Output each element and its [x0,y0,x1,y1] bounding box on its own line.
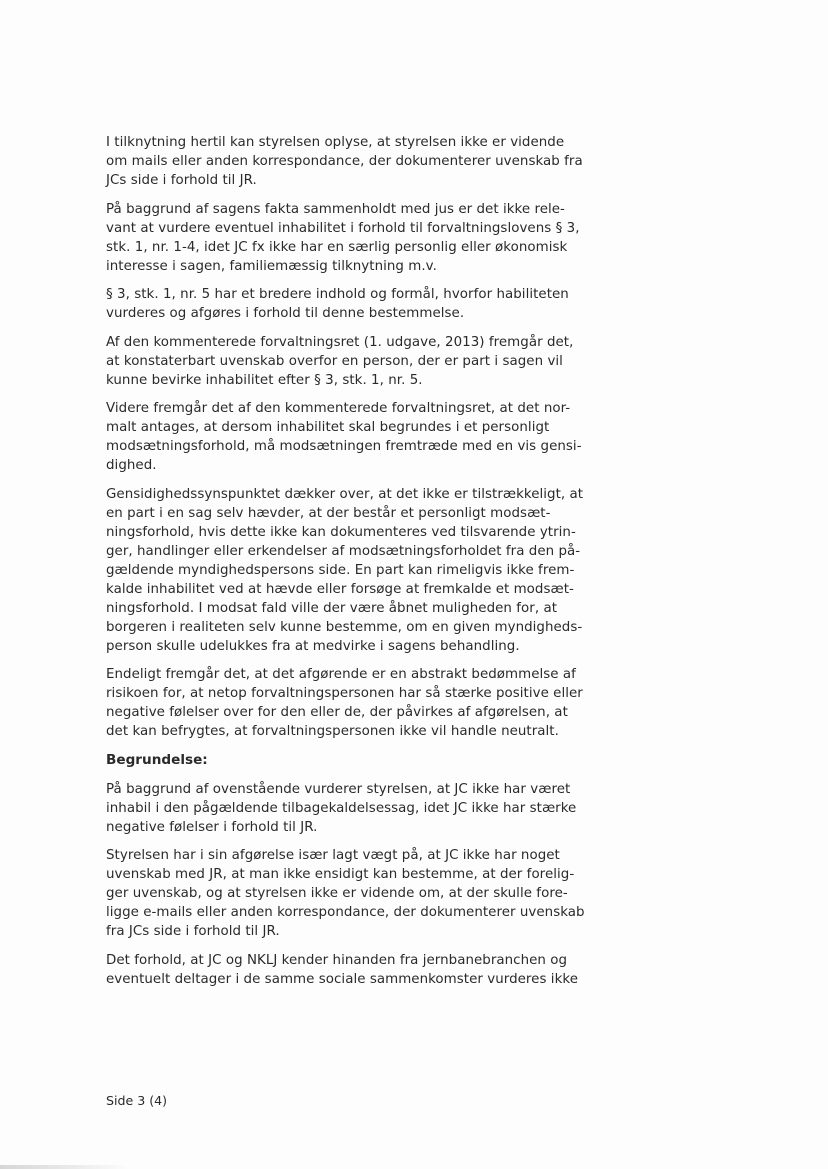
text-line: ningsforhold. I modsat fald ville der være åbnet muligheden for, at [106,600,557,616]
text-line: På baggrund af sagens fakta sammenholdt med jus er det ikke rele- [106,201,565,217]
text-line: ger uvenskab, og at styrelsen ikke er vidende om, at der skulle fore- [106,886,568,901]
paragraph-after-1 [106,780,606,837]
paragraph-2 [106,200,606,276]
text-line: kalde inhabilitet ved at hævde eller forsøge at fremkalde et modsæt- [106,581,574,597]
scan-edge-artifact [0,1165,130,1169]
section-heading: Begrundelse: [106,751,208,768]
paragraph-1 [106,133,606,190]
text-line: risikoen for, at netop forvaltningspersonen har så stærke positive eller [106,686,583,701]
text-line: at konstaterbart uvenskab overfor en person, der er part i sagen vil [106,353,563,369]
text-line: vant at vurdere eventuel inhabilitet i forhold til forvaltningslovens § 3, [106,220,580,236]
text-line: gældende myndighedspersons side. En part kan rimeligvis ikke frem- [106,562,575,578]
text-line: eventuelt deltager i de samme sociale sammenkomster vurderes ikke [106,971,578,987]
text-line: kunne bevirke inhabilitet efter § 3, stk. 1, nr. 5. [106,372,423,388]
paragraph-3 [106,285,606,323]
text-line: borgeren i realiteten selv kunne bestemme, om en given myndigheds- [106,619,583,635]
text-line: ligge e-mails eller anden korrespondance, der dokumenterer uvenskab [106,905,585,920]
document-body [106,133,606,998]
paragraph-6 [106,485,606,656]
text-line: interesse i sagen, familiemæssig tilknytning m.v. [106,258,437,274]
paragraph-after-3 [106,951,606,989]
text-line: inhabil i den pågældende tilbagekaldelsessag, idet JC ikke har stærke [106,800,577,816]
text-line: Styrelsen har i sin afgørelse især lagt vægt på, at JC ikke har noget [106,848,560,863]
text-line: fra JCs side i forhold til JR. [106,924,280,939]
text-line: stk. 1, nr. 1-4, idet JC fx ikke har en særlig personlig eller økonomisk [106,239,568,255]
text-line: uvenskab med JR, at man ikke ensidigt kan bestemme, at der forelig- [106,867,575,882]
text-line: Det forhold, at JC og NKLJ kender hinanden fra jernbanebranchen og [106,952,568,968]
text-line: Endeligt fremgår det, at det afgørende er en abstrakt bedømmelse af [106,667,576,682]
text-line: Videre fremgår det af den kommenterede forvaltningsret, at det nor- [106,401,571,416]
text-line: malt antages, at dersom inhabilitet skal begrundes i et personligt [106,420,550,435]
text-line: om mails eller anden korrespondance, der dokumenterer uvenskab fra [106,154,583,169]
text-line: dighed. [106,458,157,473]
text-line: ningsforhold, hvis dette ikke kan dokumenteres ved tilsvarende ytrin- [106,524,576,540]
text-line: det kan befrygtes, at forvaltningspersonen ikke vil handle neutralt. [106,724,559,739]
text-line: Gensidighedssynspunktet dækker over, at det ikke er tilstrækkeligt, at [106,486,584,502]
text-line: JCs side i forhold til JR. [106,173,257,188]
text-line: person skulle udelukkes fra at medvirke i sagens behandling. [106,638,520,654]
paragraph-4 [106,333,606,390]
text-line: ger, handlinger eller erkendelser af modsætningsforholdet fra den på- [106,543,581,559]
paragraph-7 [106,665,606,741]
text-line: negative følelser i forhold til JR. [106,819,318,835]
text-line: § 3, stk. 1, nr. 5 har et bredere indhold og formål, hvorfor habiliteten [106,287,569,302]
paragraph-5 [106,399,606,475]
text-line: Af den kommenterede forvaltningsret (1. udgave, 2013) fremgår det, [106,334,574,350]
paragraph-after-2 [106,846,606,941]
text-line: vurderes og afgøres i forhold til denne bestemmelse. [106,306,465,321]
page-number: Side 3 (4) [106,1093,168,1108]
text-line: modsætningsforhold, må modsætningen fremtræde med en vis gensi- [106,439,582,454]
text-line: negative følelser over for den eller de, der påvirkes af afgørelsen, at [106,705,568,720]
text-line: en part i en sag selv hævder, at der består et personligt modsæt- [106,505,551,521]
text-line: På baggrund af ovenstående vurderer styrelsen, at JC ikke har været [106,781,571,797]
text-line: I tilknytning hertil kan styrelsen oplyse, at styrelsen ikke er vidende [106,135,565,150]
